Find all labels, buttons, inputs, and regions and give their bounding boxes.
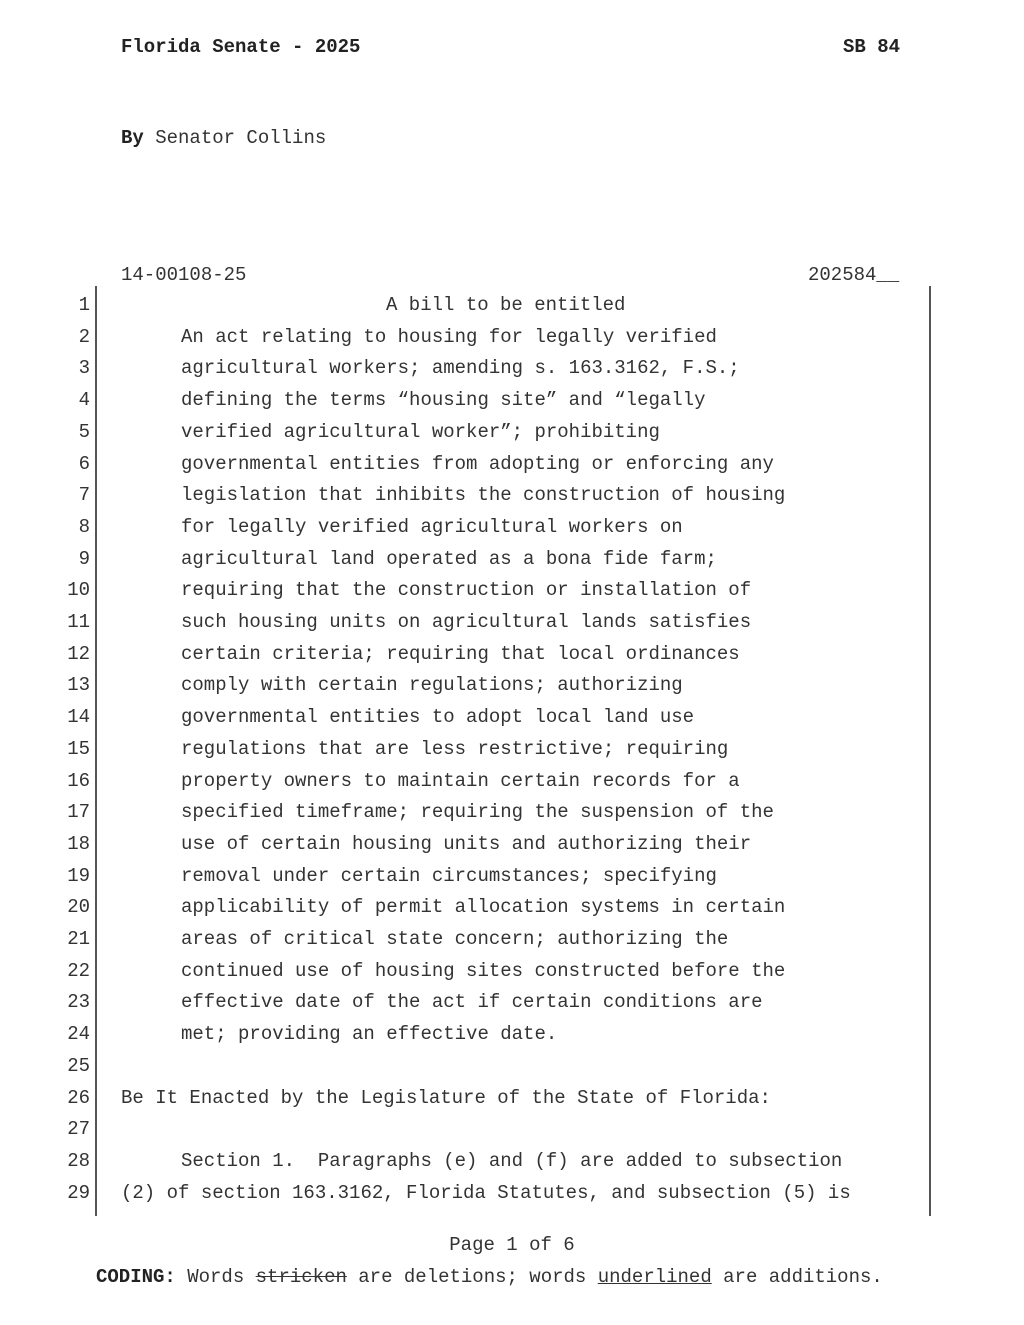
line-text: property owners to maintain certain records for a [181, 769, 740, 792]
line-text: specified timeframe; requiring the suspension of the [181, 801, 774, 824]
line-number: 16 [67, 769, 90, 792]
coding-text-1: Words [175, 1266, 256, 1288]
line-number: 17 [67, 801, 90, 824]
sponsor-by-label: By [121, 127, 144, 149]
line-number: 28 [67, 1149, 90, 1172]
sponsor-line [121, 127, 326, 149]
line-text: legislation that inhibits the construction of housing [181, 484, 786, 507]
line-text: areas of critical state concern; authorizing the [181, 928, 729, 950]
line-text: met; providing an effective date. [181, 1023, 558, 1046]
line-number: 26 [67, 1086, 90, 1109]
line-number: 19 [67, 864, 90, 887]
line-number: 4 [78, 389, 90, 412]
sponsor-name: Senator Collins [143, 127, 327, 149]
line-number: 20 [67, 896, 90, 919]
line-text: such housing units on agricultural lands satisfies [181, 611, 752, 633]
line-text: use of certain housing units and authorizing their [181, 832, 752, 855]
line-number: 13 [67, 674, 90, 697]
line-number: 3 [78, 357, 90, 380]
draft-code: 14-00108-25 [121, 264, 247, 286]
line-number: 24 [67, 1023, 90, 1046]
line-number: 29 [67, 1181, 90, 1204]
line-number: 27 [67, 1118, 90, 1141]
line-number: 14 [67, 706, 90, 729]
bill-code: 202584__ [808, 264, 900, 286]
line-text: agricultural workers; amending s. 163.3162, F.S.; [181, 357, 740, 380]
line-text: continued use of housing sites constructed before the [181, 959, 786, 982]
line-number: 21 [67, 928, 90, 950]
coding-legend [96, 1266, 883, 1288]
line-text: agricultural land operated as a bona fide farm; [181, 547, 717, 570]
line-text: effective date of the act if certain conditions are [181, 991, 763, 1014]
line-number: 15 [67, 737, 90, 760]
line-number: 7 [78, 484, 90, 507]
line-number: 2 [78, 325, 90, 348]
line-number: 6 [78, 452, 90, 475]
page-number: Page 1 of 6 [449, 1234, 575, 1256]
line-number: 11 [67, 611, 90, 633]
line-text: comply with certain regulations; authorizing [181, 674, 683, 697]
coding-text-2: are deletions; words [346, 1266, 598, 1288]
line-text: Section 1. Paragraphs (e) and (f) are added to subsection [181, 1149, 843, 1172]
line-number: 25 [67, 1054, 90, 1077]
coding-underlined-example: underlined [597, 1266, 712, 1288]
line-text: applicability of permit allocation systems in certain [181, 896, 786, 919]
line-text: for legally verified agricultural workers on [181, 515, 683, 538]
line-text: Be It Enacted by the Legislature of the State of Florida: [121, 1086, 771, 1109]
line-number: 23 [67, 991, 90, 1014]
coding-label: CODING: [96, 1266, 176, 1288]
line-number: 8 [78, 515, 90, 538]
line-text: governmental entities from adopting or enforcing any [181, 452, 774, 475]
line-text: removal under certain circumstances; specifying [181, 864, 717, 887]
left-margin-rule [95, 286, 97, 1216]
line-text: certain criteria; requiring that local ordinances [181, 642, 740, 665]
bill-title: A bill to be entitled [386, 294, 626, 316]
line-text: governmental entities to adopt local land use [181, 706, 695, 729]
line-text: regulations that are less restrictive; requiring [181, 737, 729, 760]
line-text: (2) of section 163.3162, Florida Statutes, and subsection (5) is [121, 1181, 851, 1204]
bill-number: SB 84 [843, 36, 901, 58]
line-number: 18 [67, 832, 90, 855]
line-text: An act relating to housing for legally verified [181, 325, 717, 348]
line-text: defining the terms “housing site” and “legally [181, 389, 706, 412]
line-number: 9 [78, 547, 90, 570]
line-number: 1 [78, 294, 90, 316]
coding-text-3: are additions. [711, 1266, 883, 1288]
right-margin-rule [929, 286, 931, 1216]
line-number: 12 [67, 642, 90, 665]
line-text: verified agricultural worker”; prohibiting [181, 420, 660, 443]
line-number: 22 [67, 959, 90, 982]
coding-stricken-example: stricken [255, 1266, 347, 1288]
line-text: requiring that the construction or installation of [181, 579, 752, 602]
line-number: 5 [78, 420, 90, 443]
document-header-left: Florida Senate - 2025 [121, 36, 361, 58]
line-number: 10 [67, 579, 90, 602]
